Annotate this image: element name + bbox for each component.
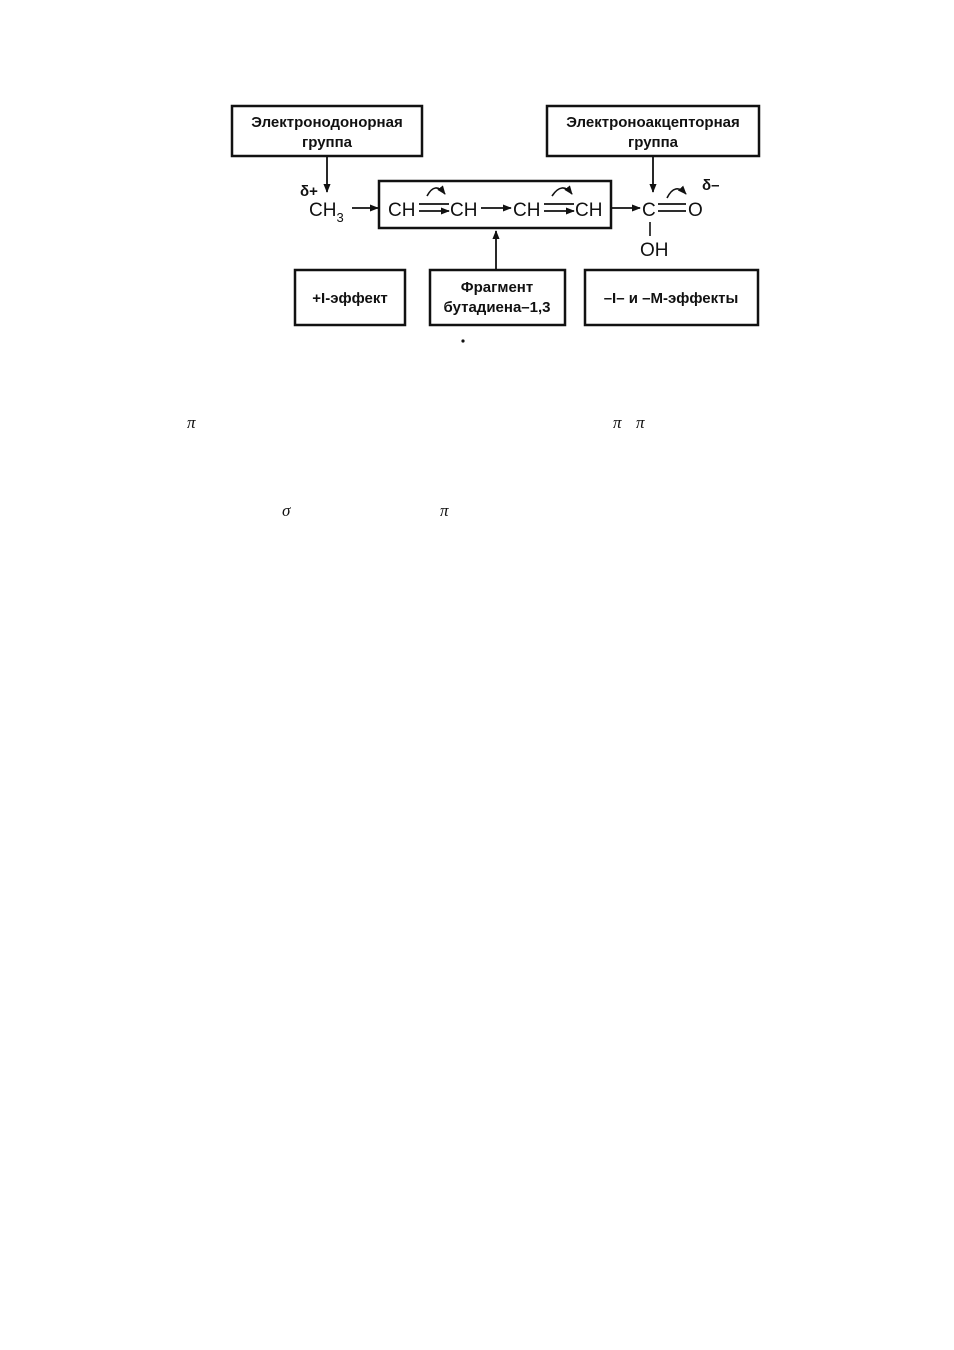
carbon-atom: C	[642, 200, 656, 221]
sigma-symbol-1: σ	[282, 501, 291, 520]
conjugation-diagram	[0, 0, 954, 560]
stray-dot	[461, 339, 464, 342]
plus-i-effect-label: +I-эффект	[312, 290, 388, 307]
delta-plus-label: δ+	[300, 183, 318, 200]
curved-arrow-2	[552, 188, 572, 196]
pi-symbol-1: π	[187, 413, 196, 432]
ch3-group: $CH_3$	[309, 200, 344, 225]
plus-i-effect-box	[295, 270, 405, 325]
oxygen-atom: O	[688, 200, 703, 221]
minus-i-m-effects-box	[585, 270, 758, 325]
pi-symbol-4: π	[440, 501, 449, 520]
fragment-label-line2: бутадиена–1,3	[443, 299, 551, 316]
delta-minus-label: δ–	[702, 177, 720, 194]
acceptor-group-box	[547, 106, 759, 156]
pi-symbol-2: π	[613, 413, 622, 432]
acceptor-label-line1: Электроноакцепторная	[566, 114, 740, 131]
minus-i-m-effects-label: –I– и –M-эффекты	[603, 290, 739, 307]
ch-atom-1: CH	[388, 200, 416, 221]
butadiene-label-box	[430, 270, 565, 325]
donor-label-line2: группа	[301, 134, 353, 151]
pi-symbol-3: π	[636, 413, 645, 432]
donor-group-box	[232, 106, 422, 156]
ch-atom-3: CH	[513, 200, 541, 221]
ch-atom-2: CH	[450, 200, 478, 221]
fragment-label-line1: Фрагмент	[460, 279, 534, 296]
ch-atom-4: CH	[575, 200, 603, 221]
donor-label-line1: Электронодонорная	[251, 114, 403, 131]
curved-arrow-carbonyl	[667, 189, 686, 198]
acceptor-label-line2: группа	[627, 134, 679, 151]
curved-arrow-1	[427, 188, 445, 196]
hydroxyl-group: OH	[640, 240, 669, 261]
